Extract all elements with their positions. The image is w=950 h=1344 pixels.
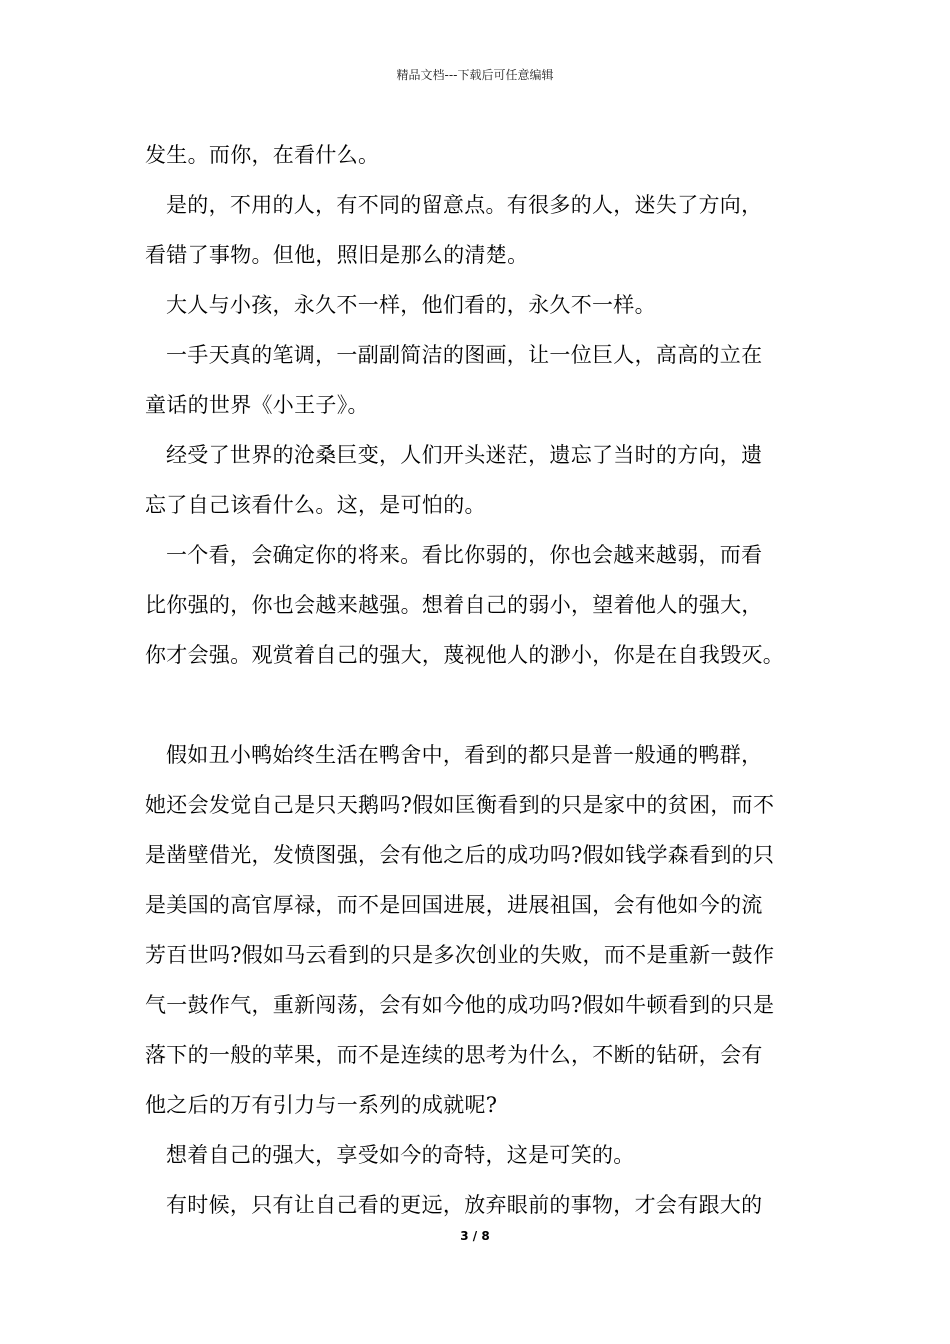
text-line: 她还会发觉自己是只天鹅吗?假如匡衡看到的只是家中的贫困，而不	[145, 793, 775, 817]
text-line: 是的，不用的人，有不同的留意点。有很多的人，迷失了方向，	[166, 193, 763, 217]
text-line: 童话的世界《小王子》。	[145, 393, 369, 417]
page-header: 精品文档---下载后可任意编辑	[396, 68, 554, 82]
paragraph-gap	[145, 680, 845, 730]
text-line: 经受了世界的沧桑巨变，人们开头迷茫，遗忘了当时的方向，遗	[166, 443, 763, 467]
text-line: 有时候，只有让自己看的更远，放弃眼前的事物，才会有跟大的	[166, 1193, 763, 1217]
text-line: 想着自己的强大，享受如今的奇特，这是可笑的。	[166, 1143, 635, 1167]
text-line: 他之后的万有引力与一系列的成就呢?	[145, 1093, 498, 1117]
text-line: 是美国的高官厚禄，而不是回国进展，进展祖国，会有他如今的流	[145, 893, 763, 917]
text-line: 芳百世吗?假如马云看到的只是多次创业的失败，而不是重新一鼓作	[145, 943, 775, 967]
text-line: 忘了自己该看什么。这，是可怕的。	[145, 493, 486, 517]
text-line: 一个看，会确定你的将来。看比你弱的，你也会越来越弱，而看	[166, 543, 763, 567]
text-line: 气一鼓作气，重新闯荡，会有如今他的成功吗?假如牛顿看到的只是	[145, 993, 775, 1017]
text-line: 发生。而你，在看什么。	[145, 143, 380, 167]
text-line: 你才会强。观赏着自己的强大，蔑视他人的渺小，你是在自我毁灭。	[145, 643, 784, 667]
text-line: 落下的一般的苹果，而不是连续的思考为什么，不断的钻研，会有	[145, 1043, 763, 1067]
text-line: 假如丑小鸭始终生活在鸭舍中，看到的都只是普一般通的鸭群，	[166, 743, 763, 767]
text-line: 是凿壁借光，发愤图强，会有他之后的成功吗?假如钱学森看到的只	[145, 843, 775, 867]
text-line: 一手天真的笔调，一副副简洁的图画，让一位巨人，高高的立在	[166, 343, 763, 367]
text-line: 看错了事物。但他，照旧是那么的清楚。	[145, 243, 529, 267]
text-line: 比你强的，你也会越来越强。想着自己的弱小，望着他人的强大，	[145, 593, 763, 617]
text-line: 大人与小孩，永久不一样，他们看的，永久不一样。	[166, 293, 656, 317]
document-body	[145, 130, 845, 1230]
page-number: 3 / 8	[460, 1229, 490, 1243]
